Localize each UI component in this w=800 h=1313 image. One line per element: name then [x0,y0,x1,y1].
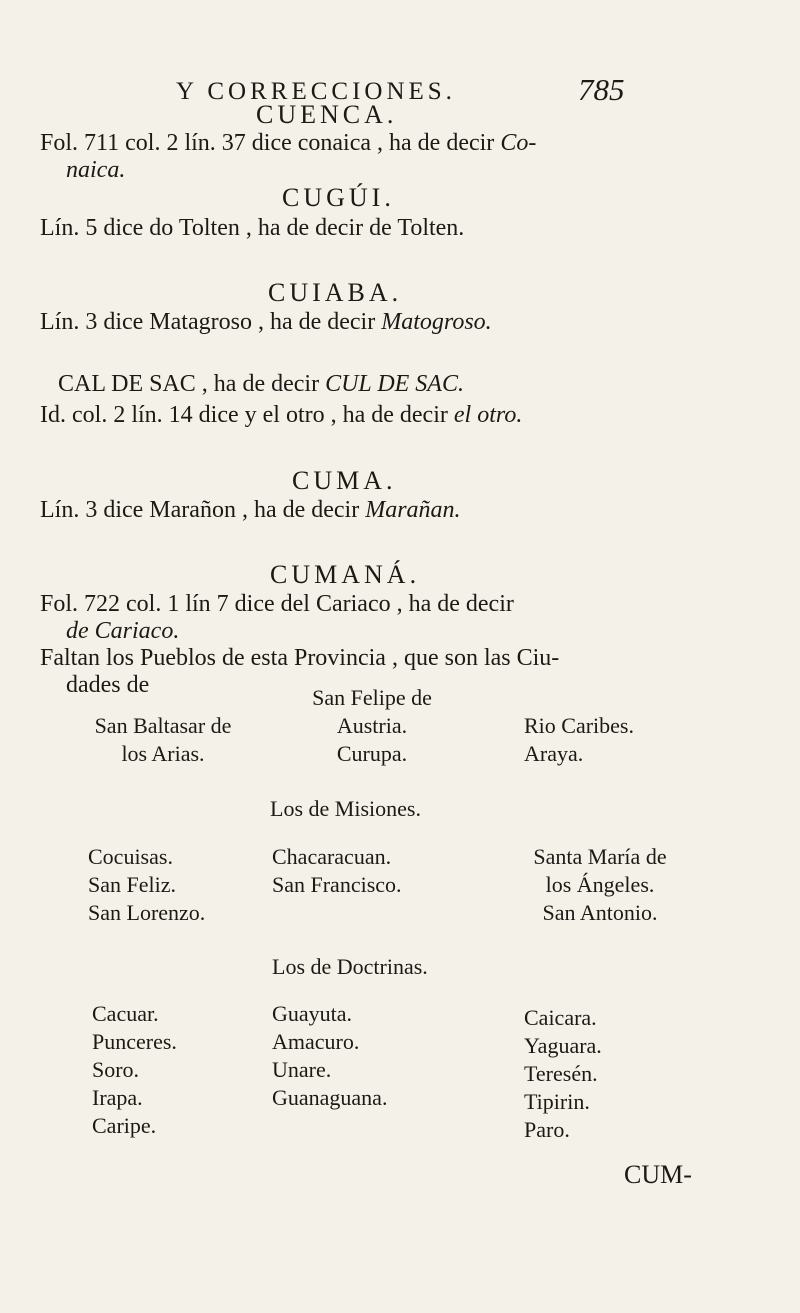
list-item: Araya. [524,741,584,766]
list-item: San Antonio. [542,900,658,925]
cuiaba-line-italic: Matogroso. [381,309,492,335]
list-item: Rio Caribes. [524,713,634,738]
heading-cuiaba: CUIABA. [268,278,403,307]
cal-de-sac-line-1-text: CAL DE SAC , ha de decir [58,371,326,397]
heading-cumana: CUMANÁ. [270,560,421,589]
cuenca-line-1-text: Fol. 711 col. 2 lín. 37 dice conaica , ha de decir [40,130,501,156]
list-item: San Felipe de [312,685,432,710]
cal-de-sac-line-2-text: Id. col. 2 lín. 14 dice y el otro , ha de decir [40,402,454,428]
misiones-col-3 [500,843,700,927]
list-item: Punceres. [92,1029,177,1054]
catchword: CUM- [624,1160,692,1189]
list-item: Tipirin. [524,1089,590,1114]
list-item: Cacuar. [92,1001,159,1026]
cuenca-line-1-italic: Co- [500,130,537,156]
cuenca-line-1 [40,130,536,157]
list-item: los Arias. [121,741,205,766]
cuma-line [40,497,461,524]
doctrinas-col-1 [92,1000,177,1140]
list-item: Cocuisas. [88,844,173,869]
cuenca-line-2: naica. [66,157,126,183]
list-item: Unare. [272,1057,332,1082]
heading-cuenca: CUENCA. [256,100,398,129]
cuiaba-line-text: Lín. 3 dice Matagroso , ha de decir [40,309,382,335]
misiones-col-2 [272,843,402,899]
cuiaba-line [40,309,492,336]
list-item: Amacuro. [272,1029,360,1054]
cuma-line-italic: Marañan. [365,497,461,523]
list-item: San Lorenzo. [88,900,206,925]
cugui-line: Lín. 5 dice do Tolten , ha de decir de Tolten. [40,215,465,241]
list-item: Curupa. [336,741,408,766]
cities-col-3 [524,712,634,768]
cities-col-1 [58,712,268,768]
list-item: San Francisco. [272,872,402,897]
list-item: los Ángeles. [545,872,655,897]
list-item: Guanaguana. [272,1085,388,1110]
list-item: Teresén. [524,1061,598,1086]
cuma-line-text: Lín. 3 dice Marañon , ha de decir [40,497,366,523]
doctrinas-col-3 [524,1004,602,1144]
doctrinas-col-2 [272,1000,387,1112]
heading-misiones: Los de Misiones. [270,796,421,821]
list-item: Caripe. [92,1113,157,1138]
list-item: Santa María de [533,844,667,869]
cumana-line-2: de Cariaco. [66,618,180,644]
list-item: San Feliz. [88,872,176,897]
misiones-col-1 [88,843,205,927]
cal-de-sac-line-1-italic: CUL DE SAC. [325,371,464,397]
running-title: Y CORRECCIONES. [176,78,456,105]
cumana-line-3: Faltan los Pueblos de esta Provincia , que son las Ciu- [40,645,560,671]
list-item: Guayuta. [272,1001,353,1026]
heading-doctrinas: Los de Doctrinas. [272,954,428,979]
cal-de-sac-line-2 [40,402,522,429]
page-number: 785 [578,72,625,107]
list-item: Chacaracuan. [272,844,392,869]
list-item: Austria. [336,713,408,738]
cumana-line-1: Fol. 722 col. 1 lín 7 dice del Cariaco , ha de decir [40,591,514,617]
list-item: Caicara. [524,1005,597,1030]
list-item: Soro. [92,1057,140,1082]
cal-de-sac-line-1 [58,371,464,398]
cal-de-sac-line-2-italic: el otro. [453,402,523,428]
list-item: San Baltasar de [94,713,232,738]
list-item: Irapa. [92,1085,143,1110]
heading-cuma: CUMA. [292,466,397,495]
cities-col-2 [272,684,472,768]
cumana-line-4: dades de [66,672,150,698]
heading-cugui: CUGÚI. [282,183,395,212]
list-item: Paro. [524,1117,570,1142]
list-item: Yaguara. [524,1033,602,1058]
